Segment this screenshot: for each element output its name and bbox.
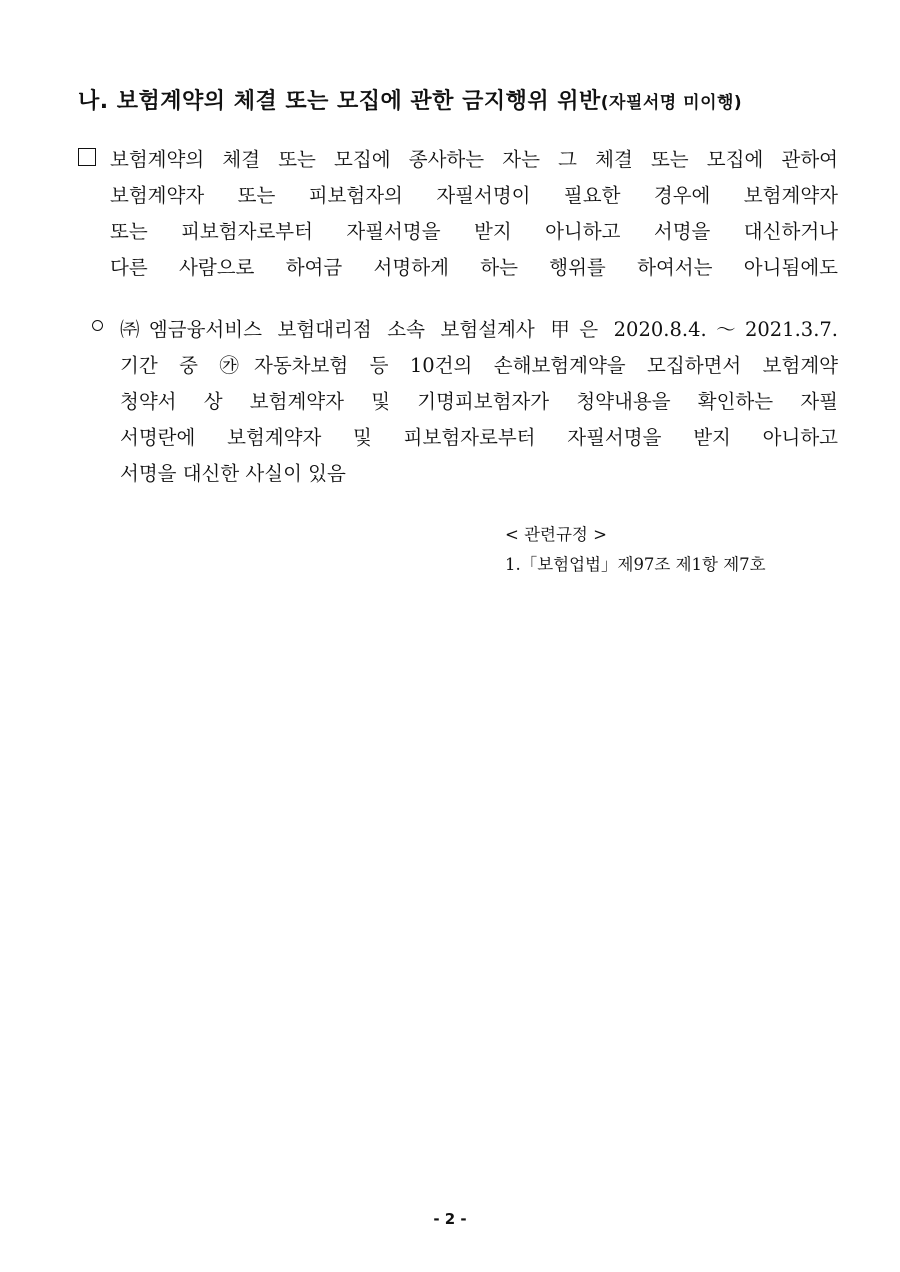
- related-regulations: [505, 520, 766, 580]
- regulations-title: < 관련규정 >: [505, 525, 607, 544]
- regulation-item: 1.「보험업법」제97조 제1항 제7호: [505, 555, 766, 574]
- paragraph-line: 보험계약의 체결 또는 모집에 종사하는 자는 그 체결 또는 모집에 관하여: [110, 148, 838, 171]
- section-heading-sub: (자필서명 미이행): [600, 93, 743, 113]
- bullet-line: ㈜엠금융서비스 보험대리점 소속 보험설계사 甲은 2020.8.4.～2021.3.7.: [120, 318, 838, 341]
- main-paragraph-lines: [110, 142, 838, 286]
- page-number: - 2 -: [433, 1210, 467, 1228]
- circle-bullet-icon: [92, 320, 103, 331]
- bullet-line: 서명란에 보험계약자 및 피보험자로부터 자필서명을 받지 아니하고: [120, 426, 838, 449]
- paragraph-line: 또는 피보험자로부터 자필서명을 받지 아니하고 서명을 대신하거나: [110, 220, 838, 243]
- bullet-paragraph-lines: [120, 312, 838, 492]
- checkbox-square-icon: [78, 148, 96, 166]
- section-heading: [78, 84, 742, 115]
- bullet-paragraph: [90, 312, 838, 492]
- bullet-line: 청약서 상 보험계약자 및 기명피보험자가 청약내용을 확인하는 자필: [120, 390, 838, 413]
- section-heading-main: 나. 보험계약의 체결 또는 모집에 관한 금지행위 위반: [78, 89, 601, 114]
- bullet-line: 서명을 대신한 사실이 있음: [120, 462, 346, 485]
- paragraph-line: 다른 사람으로 하여금 서명하게 하는 행위를 하여서는 아니됨에도: [110, 256, 838, 279]
- paragraph-line: 보험계약자 또는 피보험자의 자필서명이 필요한 경우에 보험계약자: [110, 184, 838, 207]
- main-paragraph: [78, 142, 838, 286]
- bullet-line: 기간 중 ㉮자동차보험 등 10건의 손해보험계약을 모집하면서 보험계약: [120, 354, 838, 377]
